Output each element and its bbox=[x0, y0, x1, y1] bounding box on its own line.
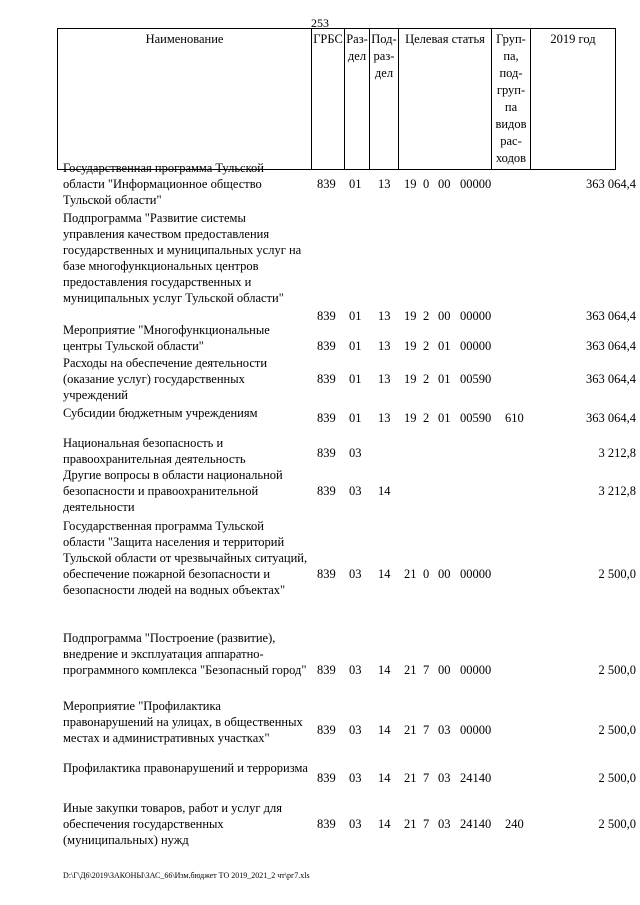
row-p3: 03 bbox=[438, 723, 451, 737]
row-podr: 13 bbox=[378, 309, 391, 323]
row-p4: 00000 bbox=[460, 339, 492, 353]
row-grbs: 839 bbox=[317, 567, 336, 581]
row-name: Иные закупки товаров, работ и услуг для обеспечения государственных (муниципальных) нужд bbox=[63, 801, 283, 847]
row-podr: 14 bbox=[378, 484, 391, 498]
row-name: Субсидии бюджетным учреждениям bbox=[63, 406, 258, 420]
row-sum: 363 064,4 bbox=[586, 177, 636, 191]
row-name: Государственная программа Тульской области "Информационное общество Тульской области" bbox=[63, 161, 264, 207]
row-p3: 00 bbox=[438, 663, 451, 677]
row-p2: 0 bbox=[423, 177, 430, 191]
row-p1: 21 bbox=[404, 567, 417, 581]
row-p1: 19 bbox=[404, 339, 417, 353]
row-razd: 03 bbox=[349, 446, 362, 460]
row-p1: 21 bbox=[404, 663, 417, 677]
row-p2: 2 bbox=[423, 411, 430, 425]
header-target: Целевая статья bbox=[399, 29, 492, 170]
page-number: 253 bbox=[311, 16, 329, 30]
row-p2: 7 bbox=[423, 771, 430, 785]
row-podr: 14 bbox=[378, 663, 391, 677]
row-p3: 03 bbox=[438, 771, 451, 785]
row-grbs: 839 bbox=[317, 771, 336, 785]
row-razd: 03 bbox=[349, 771, 362, 785]
row-p2: 2 bbox=[423, 339, 430, 353]
row-sum: 2 500,0 bbox=[598, 723, 636, 737]
row-p1: 19 bbox=[404, 411, 417, 425]
row-name: Расходы на обеспечение деятельности (оказание услуг) государственных учреждений bbox=[63, 356, 268, 402]
row-razd: 03 bbox=[349, 663, 362, 677]
row-p1: 21 bbox=[404, 771, 417, 785]
row-sum: 363 064,4 bbox=[586, 309, 636, 323]
row-p4: 00000 bbox=[460, 309, 492, 323]
row-razd: 01 bbox=[349, 177, 362, 191]
row-sum: 2 500,0 bbox=[598, 567, 636, 581]
row-p2: 7 bbox=[423, 817, 430, 831]
row-razd: 03 bbox=[349, 817, 362, 831]
row-p4: 24140 bbox=[460, 817, 492, 831]
row-grbs: 839 bbox=[317, 484, 336, 498]
row-p3: 01 bbox=[438, 372, 451, 386]
row-p3: 01 bbox=[438, 339, 451, 353]
header-group: Груп-па, под-груп-па видов рас-ходов bbox=[492, 29, 531, 170]
row-sum: 2 500,0 bbox=[598, 817, 636, 831]
row-podr: 14 bbox=[378, 723, 391, 737]
row-grbs: 839 bbox=[317, 411, 336, 425]
row-p3: 03 bbox=[438, 817, 451, 831]
row-sum: 3 212,8 bbox=[598, 446, 636, 460]
header-grbs: ГРБС bbox=[312, 29, 345, 170]
row-p4: 00000 bbox=[460, 723, 492, 737]
row-p1: 19 bbox=[404, 372, 417, 386]
row-grbs: 839 bbox=[317, 177, 336, 191]
row-podr: 13 bbox=[378, 177, 391, 191]
row-p2: 7 bbox=[423, 723, 430, 737]
row-sum: 363 064,4 bbox=[586, 411, 636, 425]
row-p4: 00000 bbox=[460, 567, 492, 581]
row-name: Другие вопросы в области национальной безопасности и правоохранительной деятельности bbox=[63, 468, 283, 514]
row-name: Подпрограмма "Развитие системы управления качеством предоставления государственных и муниципальных услуг на базе многофункциональных центров предоставления государственных и муниципальных услуг Тульской области" bbox=[63, 211, 302, 305]
header-name: Наименование bbox=[58, 29, 312, 170]
row-sum: 363 064,4 bbox=[586, 339, 636, 353]
row-name: Мероприятие "Многофункциональные центры Тульской области" bbox=[63, 323, 270, 353]
row-podr: 13 bbox=[378, 339, 391, 353]
row-p4: 24140 bbox=[460, 771, 492, 785]
table-header bbox=[57, 28, 616, 170]
row-grbs: 839 bbox=[317, 339, 336, 353]
row-razd: 03 bbox=[349, 723, 362, 737]
row-name: Мероприятие "Профилактика правонарушений на улицах, в общественных местах и административных участках" bbox=[63, 699, 303, 745]
row-p1: 21 bbox=[404, 723, 417, 737]
row-name: Профилактика правонарушений и терроризма bbox=[63, 761, 308, 775]
row-razd: 03 bbox=[349, 567, 362, 581]
row-razd: 03 bbox=[349, 484, 362, 498]
row-grbs: 839 bbox=[317, 663, 336, 677]
row-vid: 610 bbox=[505, 411, 524, 425]
row-p2: 7 bbox=[423, 663, 430, 677]
row-name: Государственная программа Тульской области "Защита населения и территорий Тульской области от чрезвычайных ситуаций, обеспечение пожарной безопасности и безопасности людей на водных объектах" bbox=[63, 519, 308, 597]
row-sum: 3 212,8 bbox=[598, 484, 636, 498]
row-grbs: 839 bbox=[317, 372, 336, 386]
row-p3: 01 bbox=[438, 411, 451, 425]
row-grbs: 839 bbox=[317, 817, 336, 831]
row-p3: 00 bbox=[438, 177, 451, 191]
row-sum: 363 064,4 bbox=[586, 372, 636, 386]
row-p2: 2 bbox=[423, 372, 430, 386]
header-year: 2019 год bbox=[531, 29, 616, 170]
row-p4: 00000 bbox=[460, 663, 492, 677]
row-podr: 14 bbox=[378, 771, 391, 785]
row-p4: 00000 bbox=[460, 177, 492, 191]
row-razd: 01 bbox=[349, 339, 362, 353]
row-grbs: 839 bbox=[317, 446, 336, 460]
row-name: Подпрограмма "Построение (развитие), внедрение и эксплуатация аппаратно-программного комплекса "Безопасный город" bbox=[63, 631, 307, 677]
header-podrazdel: Под-раз-дел bbox=[370, 29, 399, 170]
row-name: Национальная безопасность и правоохранительная деятельность bbox=[63, 436, 246, 466]
row-vid: 240 bbox=[505, 817, 524, 831]
file-path-footer: D:\Г\Д6\2019\ЗАКОНЫ\ЗАС_66\Изм.бюджет ТО 2019_2021_2 чт\рг7.xls bbox=[63, 871, 310, 880]
row-razd: 01 bbox=[349, 309, 362, 323]
row-p3: 00 bbox=[438, 567, 451, 581]
row-p3: 00 bbox=[438, 309, 451, 323]
row-razd: 01 bbox=[349, 411, 362, 425]
row-sum: 2 500,0 bbox=[598, 663, 636, 677]
row-grbs: 839 bbox=[317, 723, 336, 737]
row-razd: 01 bbox=[349, 372, 362, 386]
row-p1: 19 bbox=[404, 309, 417, 323]
header-razdel: Раз-дел bbox=[345, 29, 370, 170]
row-p4: 00590 bbox=[460, 372, 492, 386]
row-p1: 21 bbox=[404, 817, 417, 831]
row-p1: 19 bbox=[404, 177, 417, 191]
row-p2: 0 bbox=[423, 567, 430, 581]
row-sum: 2 500,0 bbox=[598, 771, 636, 785]
row-podr: 13 bbox=[378, 372, 391, 386]
row-podr: 14 bbox=[378, 817, 391, 831]
row-grbs: 839 bbox=[317, 309, 336, 323]
row-podr: 14 bbox=[378, 567, 391, 581]
row-podr: 13 bbox=[378, 411, 391, 425]
row-p4: 00590 bbox=[460, 411, 492, 425]
row-p2: 2 bbox=[423, 309, 430, 323]
